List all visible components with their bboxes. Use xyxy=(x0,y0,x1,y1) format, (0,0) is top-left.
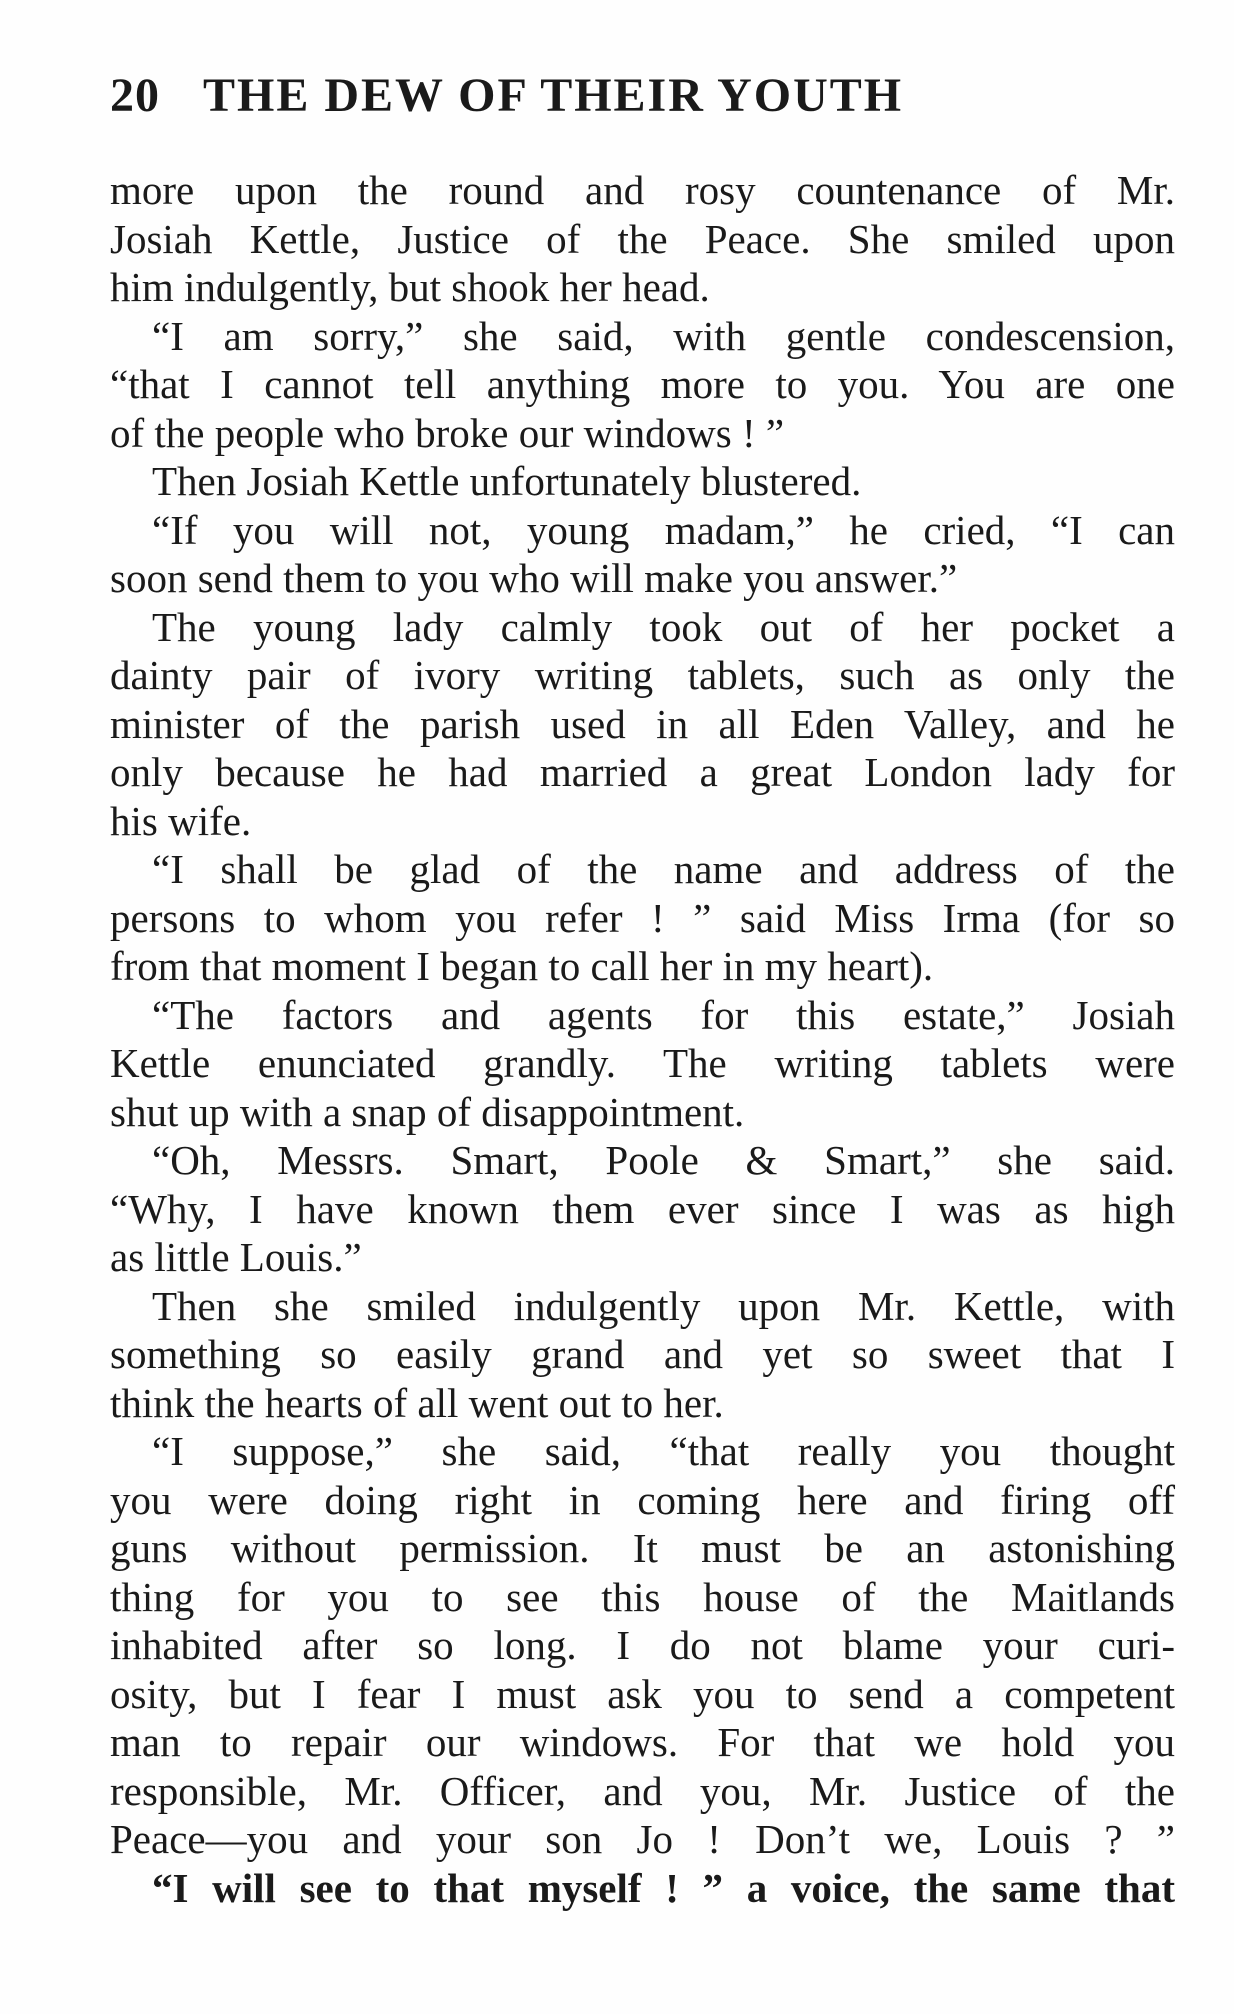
text-line: inhabited after so long. I do not blame your curi- xyxy=(110,1622,1175,1668)
text-line: Then Josiah Kettle unfortunately blustered. xyxy=(152,458,862,504)
text-line: Josiah Kettle, Justice of the Peace. She smiled upon xyxy=(110,215,1175,262)
text-line: more upon the round and rosy countenance of Mr. xyxy=(110,167,1175,213)
text-line: you were doing right in coming here and firing off xyxy=(110,1476,1175,1523)
text-line: shut up with a snap of disappointment. xyxy=(110,1088,745,1135)
running-title: THE DEW OF THEIR YOUTH xyxy=(203,69,904,122)
text-line: think the hearts of all went out to her. xyxy=(110,1379,724,1426)
text-line: osity, but I fear I must ask you to send a competent xyxy=(110,1670,1175,1717)
text-line: “I will see to that myself ! ” a voice, the same that xyxy=(152,1864,1175,1911)
text-line: “I shall be glad of the name and address of the xyxy=(152,846,1175,892)
text-line: as little Louis.” xyxy=(110,1234,362,1280)
text-line: from that moment I began to call her in my heart). xyxy=(110,943,934,989)
text-line: dainty pair of ivory writing tablets, such as only the xyxy=(110,652,1175,698)
running-header xyxy=(110,66,1110,126)
text-line: “I suppose,” she said, “that really you thought xyxy=(152,1428,1175,1474)
text-line: responsible, Mr. Officer, and you, Mr. Justice of the xyxy=(110,1767,1175,1814)
text-line: “The factors and agents for this estate,” Josiah xyxy=(152,991,1175,1038)
text-line: of the people who broke our windows ! ” xyxy=(110,409,785,456)
text-line: only because he had married a great London lady for xyxy=(110,749,1175,795)
text-line: persons to whom you refer ! ” said Miss Irma (for so xyxy=(110,894,1175,941)
text-line: Then she smiled indulgently upon Mr. Kettle, with xyxy=(152,1282,1175,1329)
text-line: minister of the parish used in all Eden Valley, and he xyxy=(110,700,1175,747)
text-line: him indulgently, but shook her head. xyxy=(110,264,710,310)
text-line: his wife. xyxy=(110,797,252,844)
text-line: The young lady calmly took out of her pocket a xyxy=(152,603,1175,650)
text-line: “Oh, Messrs. Smart, Poole & Smart,” she said. xyxy=(152,1137,1175,1183)
text-line: thing for you to see this house of the Maitlands xyxy=(110,1573,1175,1620)
text-line: “that I cannot tell anything more to you. You are one xyxy=(110,361,1175,407)
text-line: Peace—you and your son Jo ! Don’t we, Louis ? ” xyxy=(110,1816,1175,1862)
body-text xyxy=(110,166,1175,1912)
page-number: 20 xyxy=(110,69,160,122)
text-line: “I am sorry,” she said, with gentle condescension, xyxy=(152,312,1175,359)
text-line: guns without permission. It must be an astonishing xyxy=(110,1525,1175,1571)
text-line: “If you will not, young madam,” he cried, “I can xyxy=(152,506,1175,553)
text-line: man to repair our windows. For that we hold you xyxy=(110,1719,1175,1765)
text-line: “Why, I have known them ever since I was as high xyxy=(110,1185,1175,1232)
text-line: something so easily grand and yet so sweet that I xyxy=(110,1331,1175,1377)
text-line: Kettle enunciated grandly. The writing tablets were xyxy=(110,1040,1175,1086)
text-line: soon send them to you who will make you answer.” xyxy=(110,555,958,601)
